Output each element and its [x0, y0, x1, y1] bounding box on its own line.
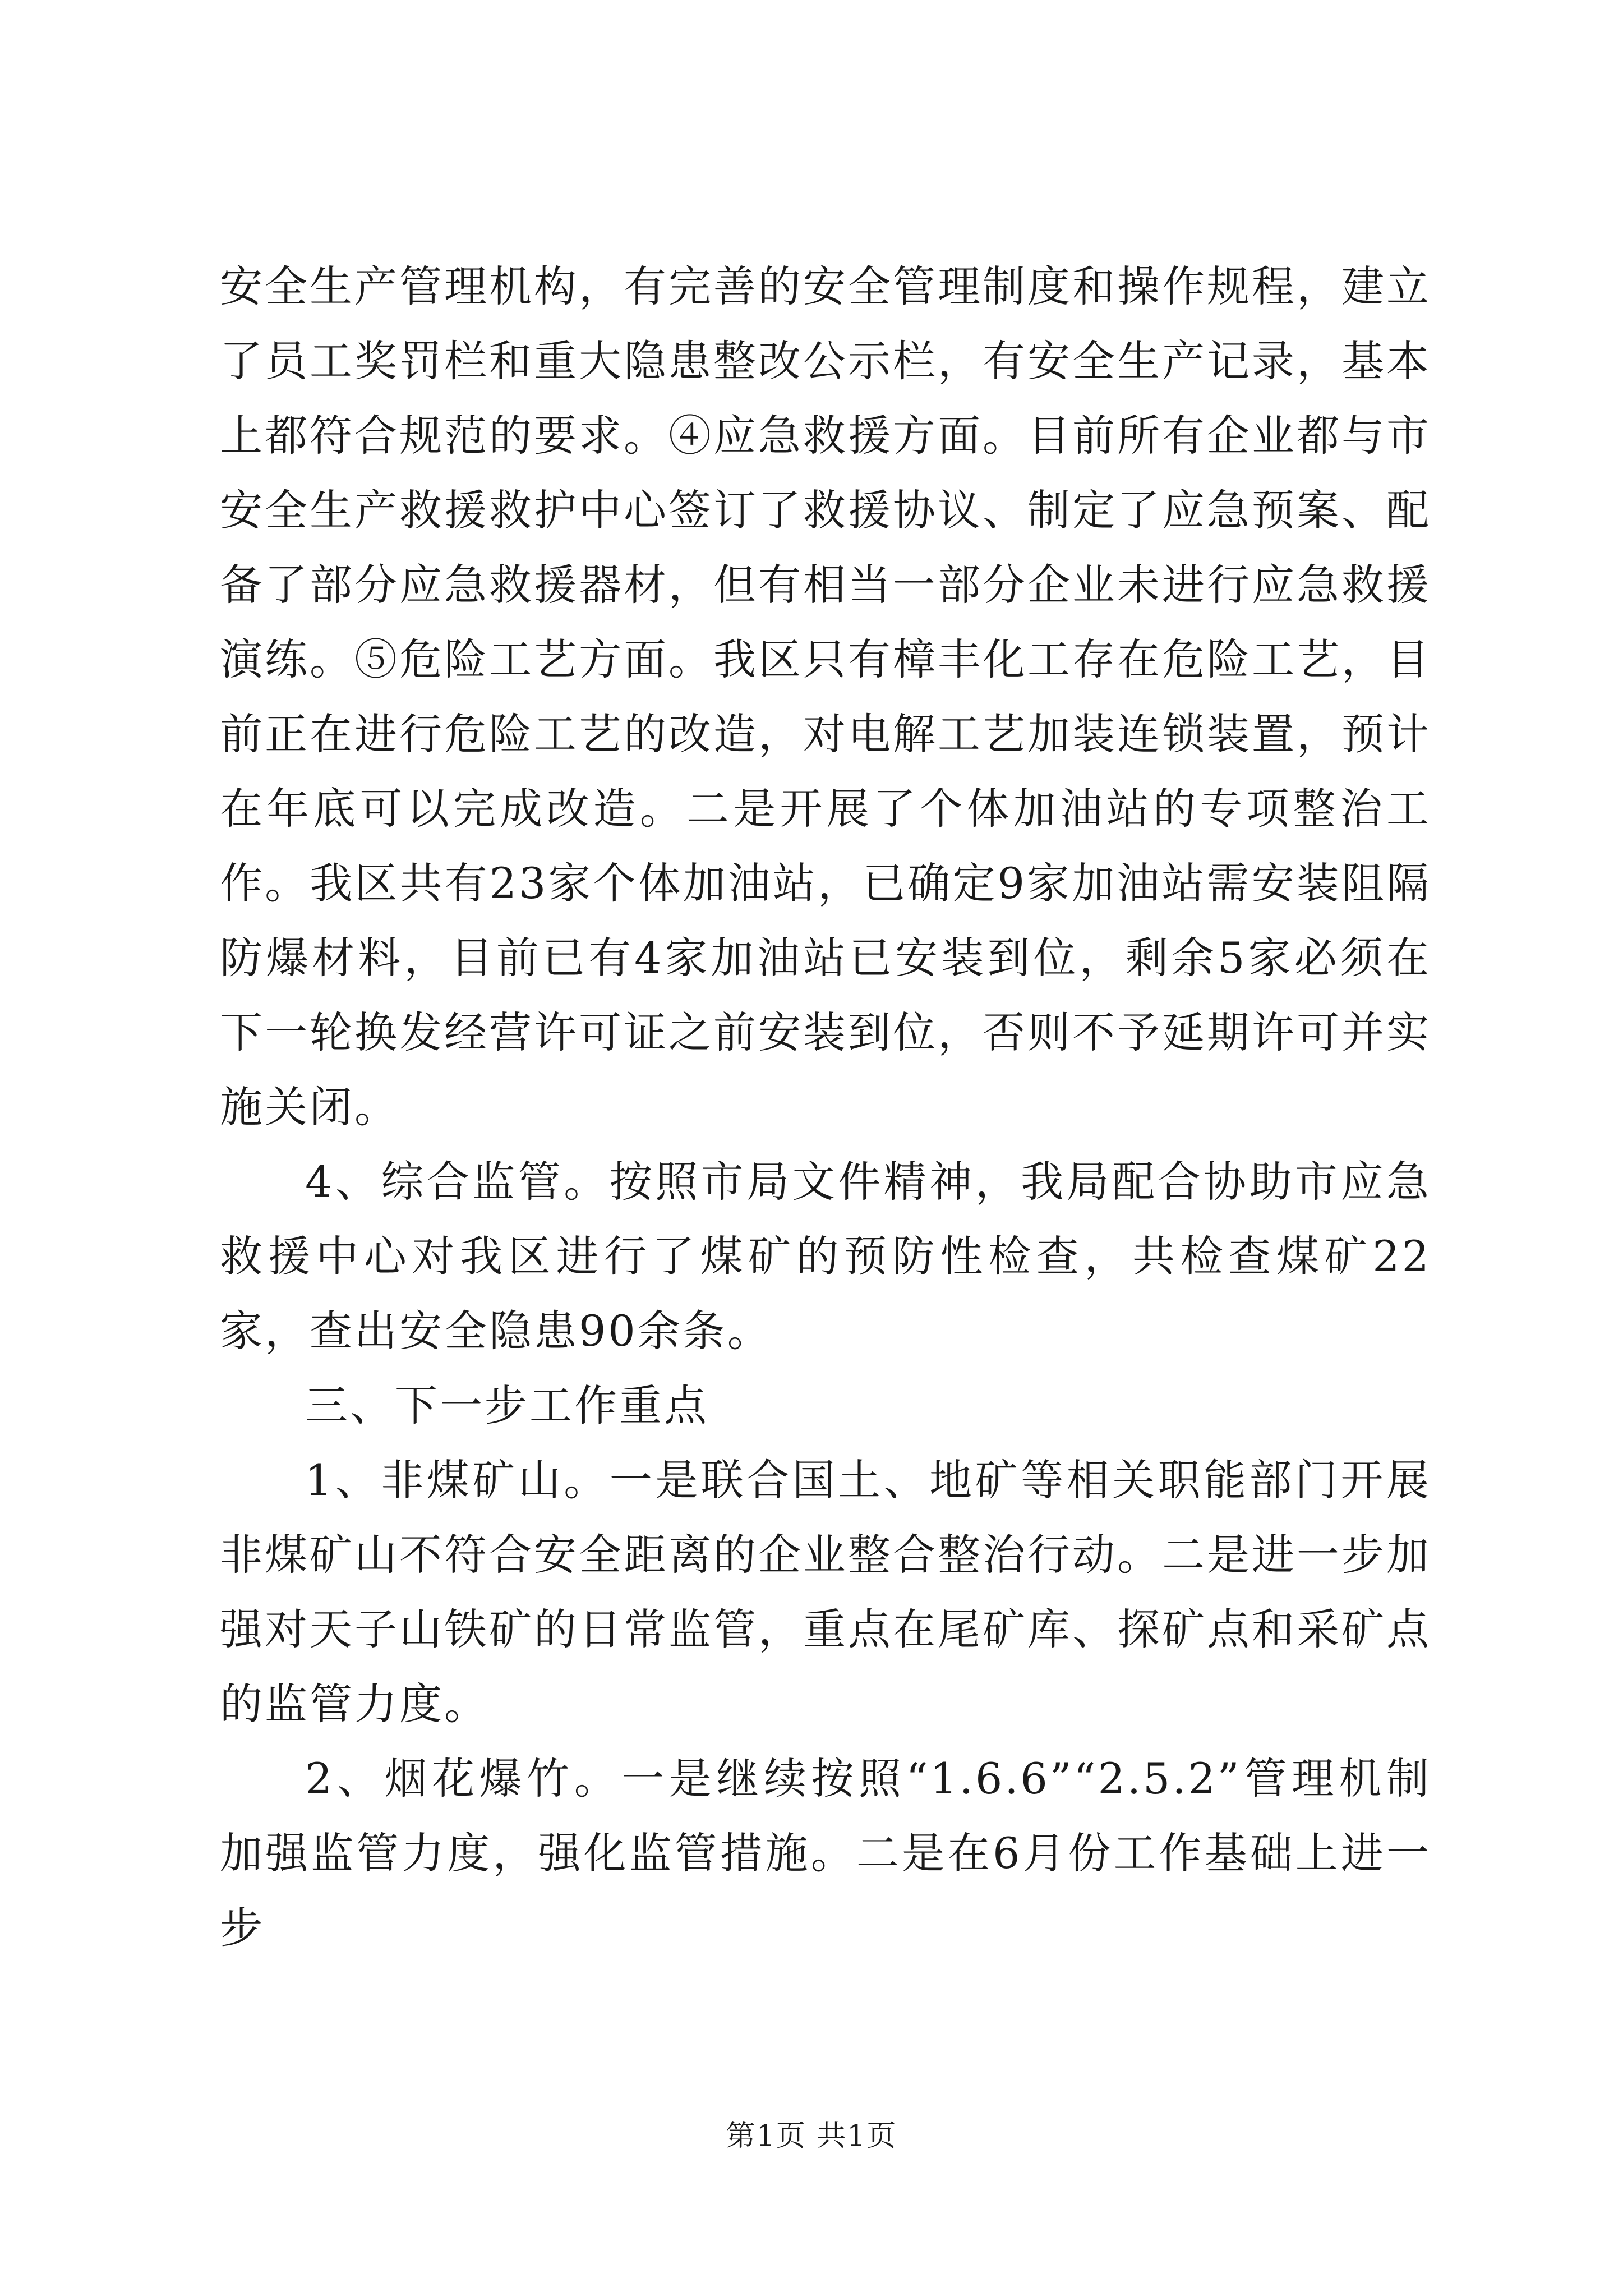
paragraph-non-coal-mines: 1、非煤矿山。一是联合国土、地矿等相关职能部门开展非煤矿山不符合安全距离的企业整合整治行动。二是进一步加强对天子山铁矿的日常监管，重点在尾矿库、探矿点和采矿点的监管力度。	[220, 1455, 1431, 1729]
page-number-label: 第1页 共1页	[726, 2119, 897, 2153]
document-body	[220, 249, 1431, 1965]
paragraph-comprehensive-supervision: 4、综合监管。按照市局文件精神，我局配合协助市应急救援中心对我区进行了煤矿的预防性检查，共检查煤矿22家，查出安全隐患90余条。	[220, 1157, 1431, 1356]
paragraph-enterprise-safety-status: 安全生产管理机构，有完善的安全管理制度和操作规程，建立了员工奖罚栏和重大隐患整改公示栏，有安全生产记录，基本上都符合规范的要求。④应急救援方面。目前所有企业都与市安全生产救援救护中心签订了救援协议、制定了应急预案、配备了部分应急救援器材，但有相当一部分企业未进行应急救援演练。⑤危险工艺方面。我区只有樟丰化工存在危险工艺，目前正在进行危险工艺的改造，对电解工艺加装连锁装置，预计在年底可以完成改造。二是开展了个体加油站的专项整治工作。我区共有23家个体加油站，已确定9家加油站需安装阻隔防爆材料，目前已有4家加油站已安装到位，剩余5家必须在下一轮换发经营许可证之前安装到位，否则不予延期许可并实施关闭。	[220, 261, 1431, 1132]
page-footer	[0, 2118, 1623, 2154]
section-heading-next-steps: 三、下一步工作重点	[305, 1381, 709, 1430]
paragraph-fireworks: 2、烟花爆竹。一是继续按照“1.6.6”“2.5.2”管理机制加强监管力度，强化监管措施。二是在6月份工作基础上进一步	[220, 1754, 1431, 1953]
